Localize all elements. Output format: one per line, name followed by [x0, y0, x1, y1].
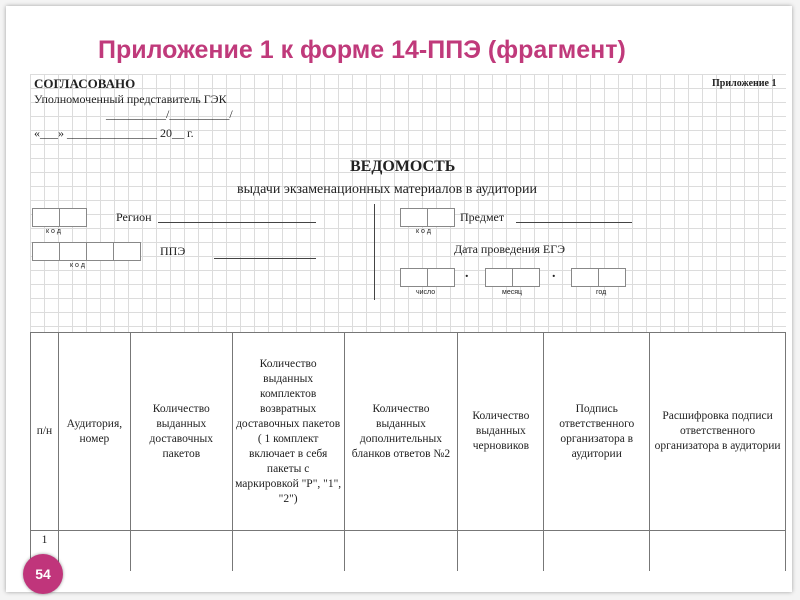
- table-cell[interactable]: [344, 531, 458, 572]
- appendix-label: Приложение 1: [712, 78, 777, 89]
- subject-code-caption: к о д: [416, 228, 431, 235]
- month-caption: месяц: [502, 289, 523, 296]
- row-number-cell: 1: [31, 531, 59, 572]
- slide: [6, 6, 792, 592]
- day-boxes[interactable]: [400, 268, 454, 287]
- region-label: Регион: [116, 210, 152, 224]
- column-header-signature-transcript: Расшифровка подписи ответственного организатора в аудитории: [650, 333, 786, 531]
- column-header-room: Аудитория, номер: [58, 333, 130, 531]
- column-header-delivery-packages: Количество выданных доставочных пакетов: [130, 333, 232, 531]
- representative-label: Уполномоченный представитель ГЭК: [34, 92, 227, 106]
- subject-label: Предмет: [460, 210, 505, 224]
- signature-line: __________/__________/: [106, 107, 233, 121]
- document-title: ВЕДОМОСТЬ: [350, 158, 456, 175]
- table-cell[interactable]: [650, 531, 786, 572]
- subject-field[interactable]: [516, 222, 632, 223]
- ppe-field[interactable]: [214, 258, 316, 259]
- agreed-label: СОГЛАСОВАНО: [34, 76, 136, 91]
- region-code-boxes[interactable]: [32, 208, 86, 227]
- slide-title: Приложение 1 к форме 14-ППЭ (фрагмент): [98, 36, 626, 64]
- document-fragment: [30, 74, 786, 571]
- table-cell[interactable]: [58, 531, 130, 572]
- year-boxes[interactable]: [571, 268, 625, 287]
- table-cell[interactable]: [544, 531, 650, 572]
- year-caption: год: [596, 289, 607, 296]
- region-code-caption: к о д: [46, 228, 61, 235]
- column-header-extra-forms: Количество выданных дополнительных бланков ответов №2: [344, 333, 458, 531]
- date-line: «___» _______________ 20__ г.: [34, 126, 194, 140]
- ppe-code-caption: к о д: [70, 262, 85, 269]
- table-cell[interactable]: [232, 531, 344, 572]
- date-separator-2: .: [552, 266, 556, 281]
- table-row: [31, 531, 786, 572]
- column-header-number: п/н: [31, 333, 59, 531]
- table-header-row: [31, 333, 786, 531]
- issuance-table: [30, 332, 786, 571]
- table-cell[interactable]: [130, 531, 232, 572]
- ppe-label: ППЭ: [160, 244, 186, 258]
- section-divider: [374, 204, 375, 300]
- table-cell[interactable]: [458, 531, 544, 572]
- date-separator-1: .: [465, 266, 469, 281]
- day-caption: число: [416, 289, 436, 296]
- region-field[interactable]: [158, 222, 316, 223]
- page-number-badge: 54: [23, 554, 63, 594]
- ppe-code-boxes[interactable]: [32, 242, 140, 261]
- column-header-return-kits: Количество выданных комплектов возвратных доставочных пакетов ( 1 комплект включает в себя пакеты с маркировкой "Р", "1", "2"): [232, 333, 344, 531]
- document-subtitle: выдачи экзаменационных материалов в аудитории: [237, 182, 537, 197]
- column-header-drafts: Количество выданных черновиков: [458, 333, 544, 531]
- exam-date-label: Дата проведения ЕГЭ: [454, 242, 566, 256]
- subject-code-boxes[interactable]: [400, 208, 454, 227]
- column-header-signature: Подпись ответственного организатора в аудитории: [544, 333, 650, 531]
- month-boxes[interactable]: [485, 268, 539, 287]
